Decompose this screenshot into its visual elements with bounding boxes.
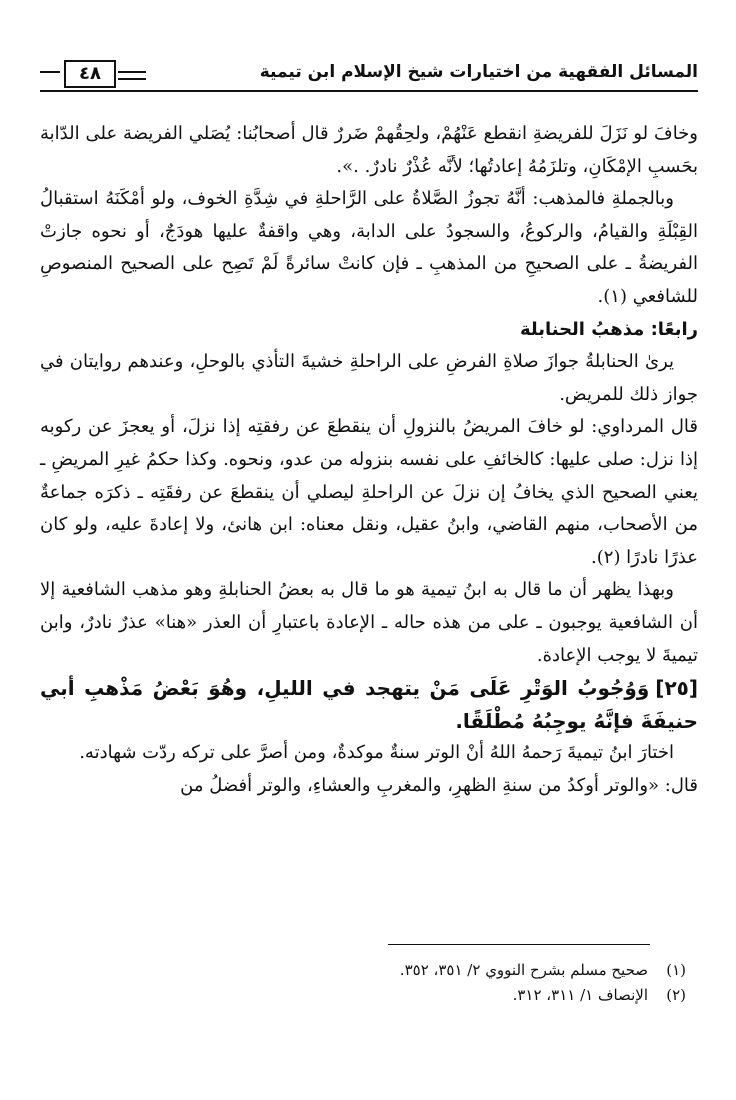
footnote-2-text: الإنصاف ١/ ٣١١، ٣١٢. — [512, 986, 648, 1004]
footnote-2-number: (٢) — [666, 986, 686, 1004]
footnote-1 — [40, 958, 686, 983]
footnote-1-number: (١) — [666, 961, 686, 979]
masala-number: [٢٥] — [655, 676, 698, 701]
paragraph-7: قال: «والوتر أوكدُ من سنةِ الظهرِ، والمغربِ والعشاءِ، والوتر أفضلُ من — [180, 774, 698, 796]
paragraph-2: وبالجملةِ فالمذهب: أنَّهُ تجوزُ الصَّلاةُ على الرَّاحلةِ في شِدَّةِ الخوف، ولو أمْكَنَهُ استقبالُ القِبْلَةِ والقيامُ، والركوعُ، والسجودُ على الدابة، وهي واقفةٌ عليها هودَجٌ، أو نحوه جازتْ الفريضةُ ـ على الصحيحِ من المذهبِ ـ فإن كانتْ سائرةً لَمْ تَصِح على الصحيح المنصوصِ للشافعي (١). — [40, 188, 698, 307]
paragraph-6: اختارَ ابنُ تيميةَ رَحمهُ اللهُ أنْ الوتر سنةٌ موكدةٌ، ومن أصرَّ على تركه ردّت شهادته. — [79, 742, 674, 764]
page-number: ٤٨ — [64, 60, 116, 88]
paragraph-5: وبهذا يظهر أن ما قال به ابنُ تيمية هو ما قال به بعضُ الحنابلةِ وهو مذهب الشافعية إلا أن الشافعية يوجبون ـ على من هذه حاله ـ الإعادة باعتبارِ أن العذر «هنا» عذرٌ نادرٌ، وابن تيميةَ لا يوجب الإعادة. — [40, 579, 698, 666]
book-title: المسائل الفقهية من اختيارات شيخ الإسلام ابن تيمية — [259, 62, 698, 82]
footnote-2 — [40, 983, 686, 1008]
paragraph-1: وخافَ لو نَزَلَ للفريضةِ انقطع عَنْهُمْ، ولحِقُهمْ ضَررٌ قال أصحابُنا: يُصَلي الفريضة على الدّابة بحَسبِ الإمْكَانِ، وتلزَمُهُ إعادتُها؛ لأنَّه عُذْرٌ نادرٌ. .». — [40, 123, 698, 177]
footnote-1-text: صحيح مسلم بشرح النووي ٢/ ٣٥١، ٣٥٢. — [399, 961, 648, 979]
paragraph-3: يرىٰ الحنابلةُ جوازَ صلاةِ الفرضِ على الراحلةِ خشيةَ التأذي بالوحلِ، وعندهم روايتان في جواز ذلك للمريض. — [40, 351, 698, 405]
paragraph-4: قال المرداوي: لو خافَ المريضُ بالنزولِ أن ينقطعَ عن رفقتِه إذا نزلَ، أو يعجزَ عن ركوبه إذا نزل: صلى عليها: كالخائفِ على نفسه بنزوله من عدو، ونحوه. وكذا حكمُ غيرِ المريضِ ـ يعني الصحيح الذي يخافُ إن نزلَ عن الراحلةِ ليصلي أن ينقطعَ عن رفقَتِه ـ ذكرَه جماعةٌ من الأصحاب، منهم القاضي، وابنُ عقيل، ونقل معناه: ابن هانئ، ولا إعادةَ عليه، ولو كان عذرًا نادرًا (٢). — [40, 416, 698, 568]
footnotes — [40, 958, 698, 1008]
footnote-separator — [388, 944, 650, 945]
masala-text: وَوُجُوبُ الوَتْرِ عَلَى مَنْ يتهجد في الليلِ، وهُوَ بَعْضُ مَذْهبِ أبي حنيفَةَ فإنَّهُ يوجِبُهُ مُطْلَقًا. — [40, 676, 698, 733]
header-ornament-right — [118, 71, 146, 80]
running-header — [40, 58, 698, 94]
section-heading-hanabila: رابعًا: مذهبُ الحنابلة — [519, 318, 698, 340]
header-ornament-left — [40, 71, 60, 73]
header-rule — [40, 90, 698, 92]
masala-heading — [40, 672, 698, 737]
main-text — [40, 118, 698, 802]
